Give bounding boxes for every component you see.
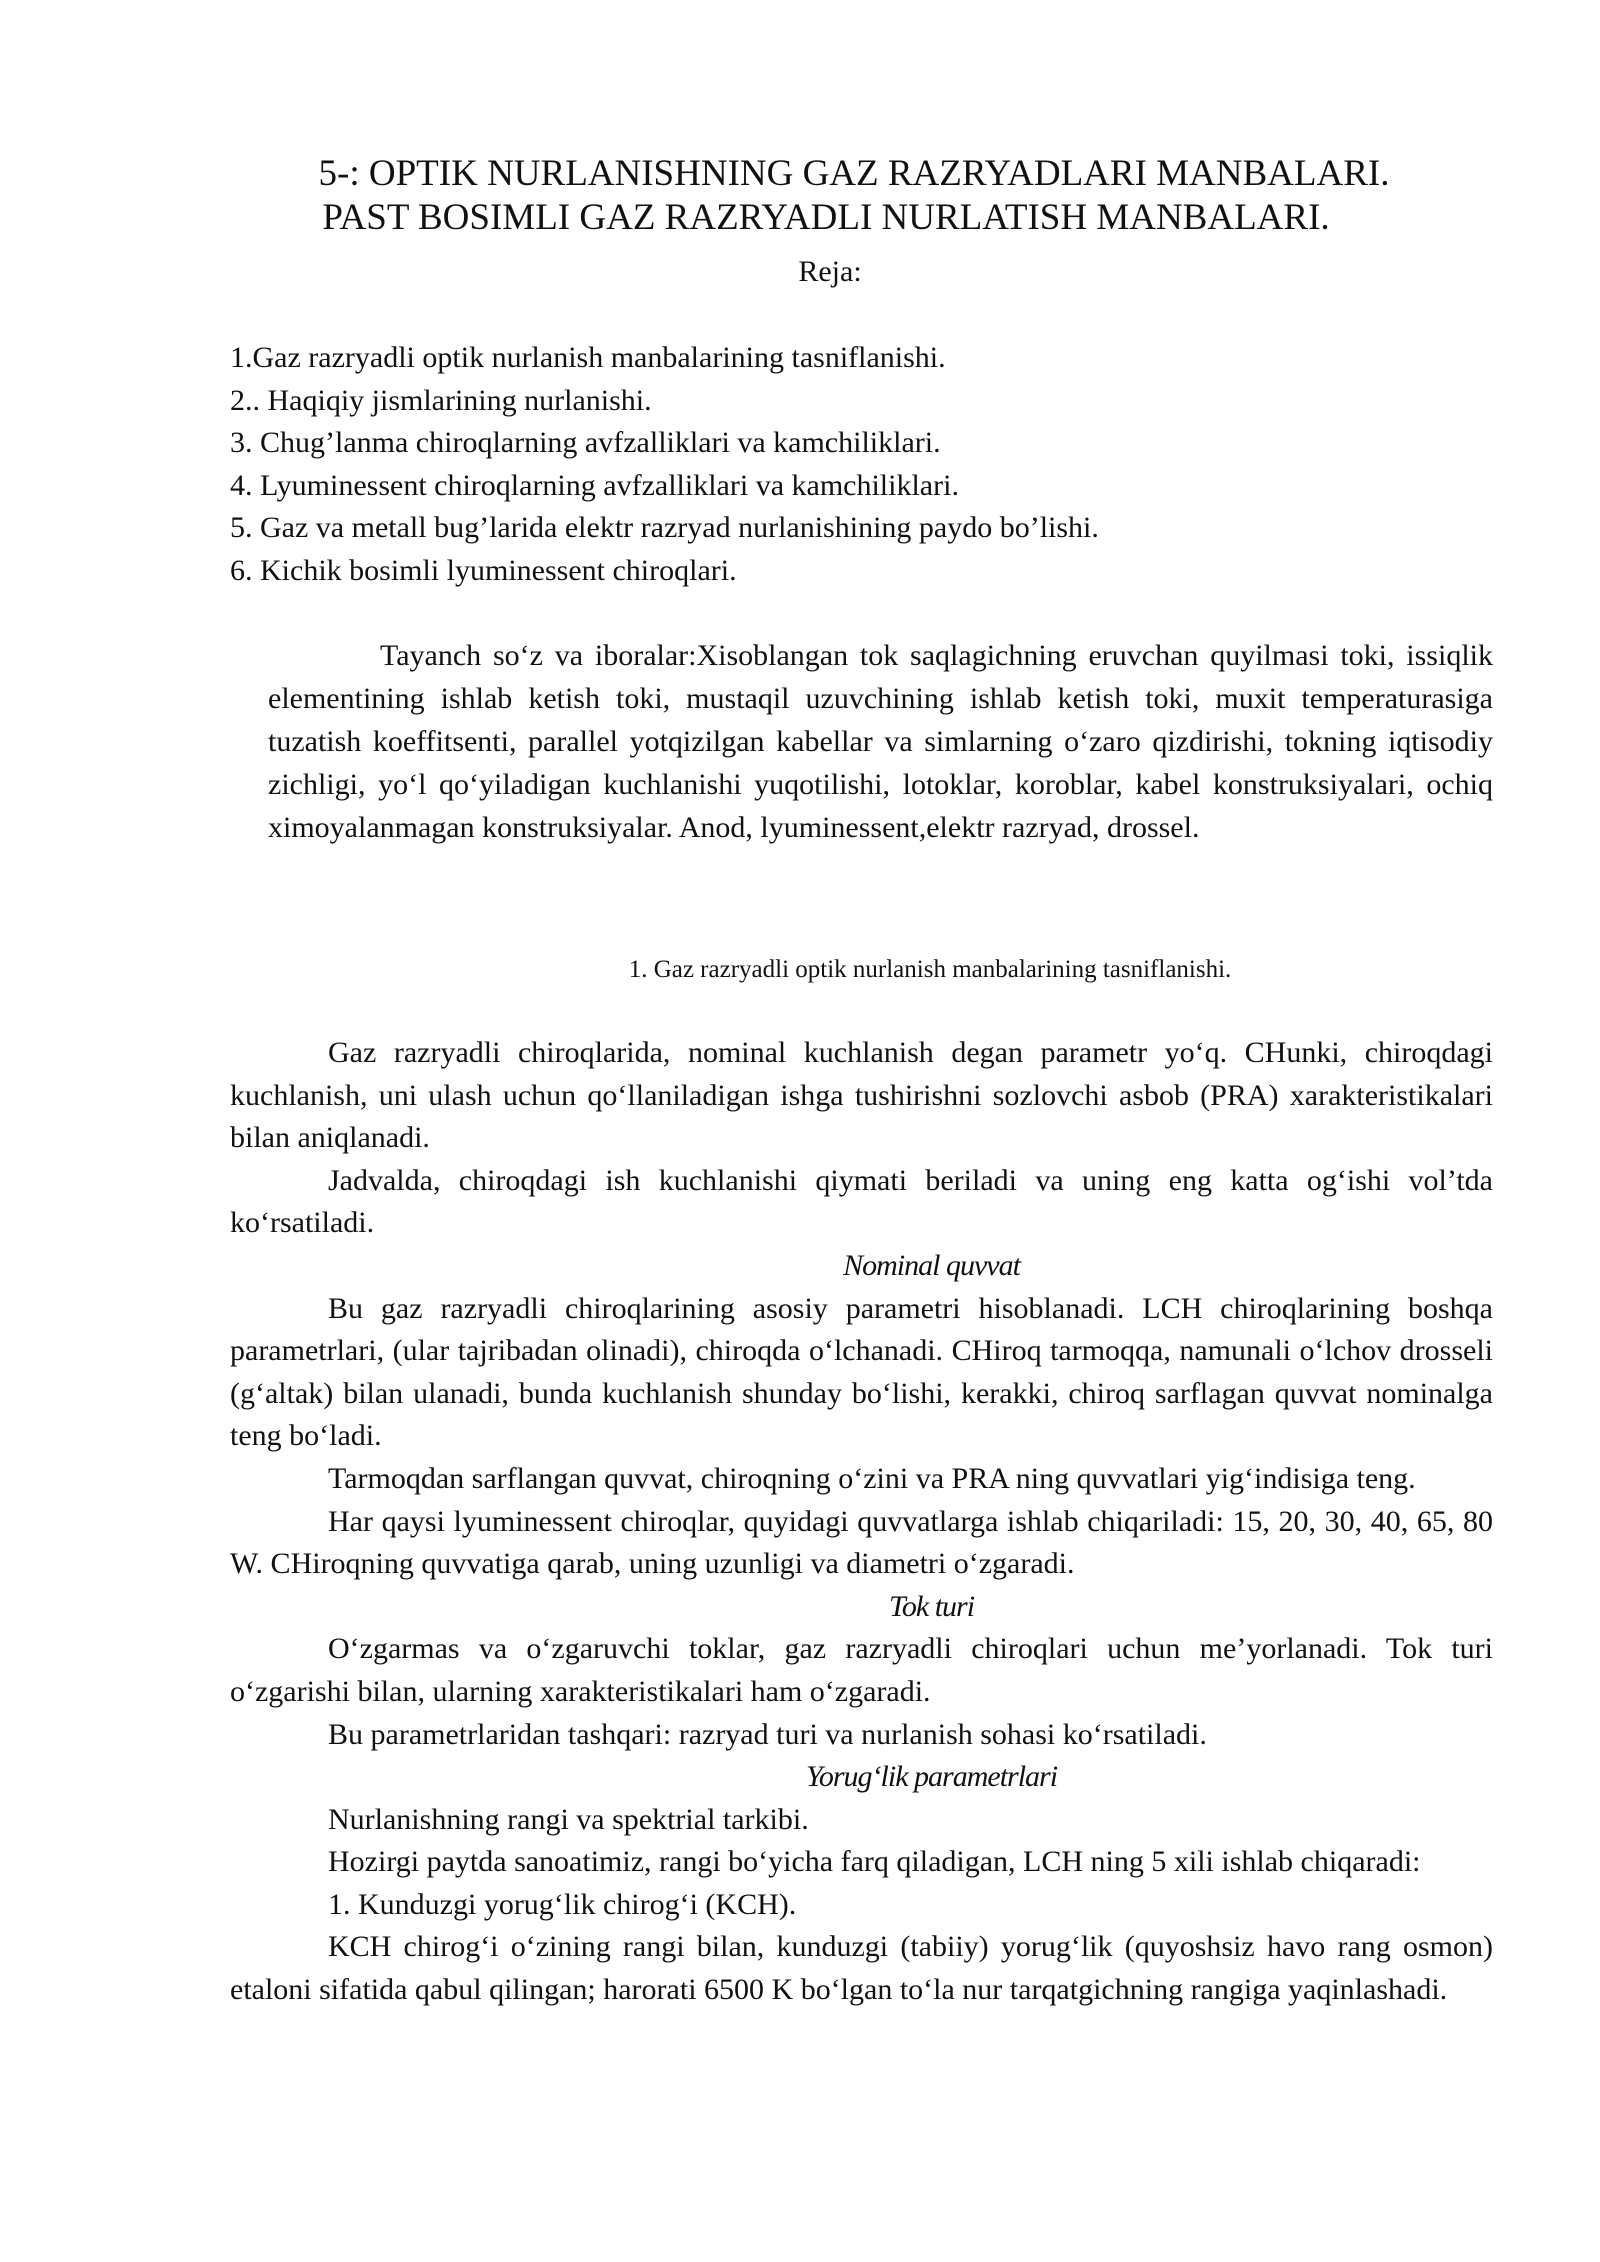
paragraph: O‘zgarmas va o‘zgaruvchi toklar, gaz razryadli chiroqlari uchun me’yorlanadi. Tok turi o‘zgarishi bilan, ularning xarakteristikalari ham o‘zgaradi.: [230, 1632, 1493, 1708]
paragraph: Bu gaz razryadli chiroqlarining asosiy parametri hisoblanadi. LCH chiroqlarining boshqa parametrlari, (ular tajribadan olinadi), chiroqda o‘lchanadi. CHiroq tarmoqqa, namunali o‘lchov drosseli (g‘altak) bilan ulanadi, bunda kuchlanish shunday bo‘lishi, kerakki, chiroq sarflagan quvvat nominalga teng bo‘ladi.: [230, 1291, 1493, 1453]
title-line-2: PAST BOSIMLI GAZ RAZRYADLI NURLATISH MANBALARI.: [322, 197, 1330, 238]
plan-item: 3. Chug’lanma chiroqlarning avfzalliklari va kamchiliklari.: [230, 426, 941, 459]
keywords-paragraph: Tayanch so‘z va iboralar:Xisoblangan tok saqlagichning eruvchan quyilmasi toki, issiqlik elementining ishlab ketish toki, mustaqil uzuvchining ishlab ketish toki, muxit temperaturasiga tuzatish koeffitsenti, parallel yotqizilgan kabellar va simlarning o‘zaro qizdirishi, tokning iqtisodiy zichligi, yo‘l qo‘yiladigan kuchlanishi yuqotilishi, lotoklar, koroblar, kabel konstruksiyalari, ochiq ximoyalanmagan konstruksiyalar. Anod, lyuminessent,elektr razryad, drossel.: [268, 639, 1493, 844]
subheading-nominal-power: Nominal quvvat: [843, 1248, 1020, 1282]
section-heading: 1. Gaz razryadli optik nurlanish manbalarining tasniflanishi.: [628, 956, 1232, 983]
plan-item: 6. Kichik bosimli lyuminessent chiroqlari.: [230, 553, 737, 587]
title-line-1: 5-: OPTIK NURLANISHNING GAZ RAZRYADLARI MANBALARI.: [318, 153, 1390, 194]
paragraph: Bu parametrlaridan tashqari: razryad turi va nurlanish sohasi ko‘rsatiladi.: [328, 1717, 1207, 1751]
paragraph: Har qaysi lyuminessent chiroqlar, quyidagi quvvatlarga ishlab chiqariladi: 15, 20, 30, 40, 65, 80 W. CHiroqning quvvatiga qarab, uning uzunligi va diametri o‘zgaradi.: [230, 1504, 1493, 1581]
paragraph: 1. Kunduzgi yorug‘lik chirog‘i (KCH).: [328, 1887, 797, 1921]
subheading-current-type: Tok turi: [888, 1589, 975, 1623]
paragraph: KCH chirog‘i o‘zining rangi bilan, kunduzgi (tabiiy) yorug‘lik (quyoshsiz havo rang osmon) etaloni sifatida qabul qilingan; harorati 6500 K bo‘lgan to‘la nur tarqatgichning rangiga yaqinlashadi.: [230, 1930, 1493, 2007]
paragraph: Nurlanishning rangi va spektrial tarkibi.: [328, 1802, 809, 1836]
plan-heading: Reja:: [798, 255, 862, 288]
plan-item: 4. Lyuminessent chiroqlarning avfzalliklari va kamchiliklari.: [230, 468, 959, 502]
plan-item: 5. Gaz va metall bug’larida elektr razryad nurlanishining paydo bo’lishi.: [230, 511, 1099, 544]
plan-list: [230, 337, 1510, 592]
paragraph: Hozirgi paytda sanoatimiz, rangi bo‘yicha farq qiladigan, LCH ning 5 xili ishlab chiqaradi:: [328, 1845, 1421, 1879]
paragraph: Jadvalda, chiroqdagi ish kuchlanishi qiymati beriladi va uning eng katta og‘ishi vol’tda ko‘rsatiladi.: [230, 1163, 1493, 1240]
body-text: [230, 1032, 1493, 2012]
paragraph: Tarmoqdan sarflangan quvvat, chiroqning o‘zini va PRA ning quvvatlari yig‘indisiga teng.: [328, 1461, 1416, 1495]
plan-item: 1.Gaz razryadli optik nurlanish manbalarining tasniflanishi.: [230, 341, 946, 374]
paragraph: Gaz razryadli chiroqlarida, nominal kuchlanish degan parametr yo‘q. CHunki, chiroqdagi kuchlanish, uni ulash uchun qo‘llaniladigan ishga tushirishni sozlovchi asbob (PRA) xarakteristikalari bilan aniqlanadi.: [230, 1036, 1493, 1155]
subheading-light-parameters: Yorug‘lik parametrlari: [805, 1760, 1058, 1794]
plan-item: 2.. Haqiqiy jismlarining nurlanishi.: [230, 383, 652, 417]
